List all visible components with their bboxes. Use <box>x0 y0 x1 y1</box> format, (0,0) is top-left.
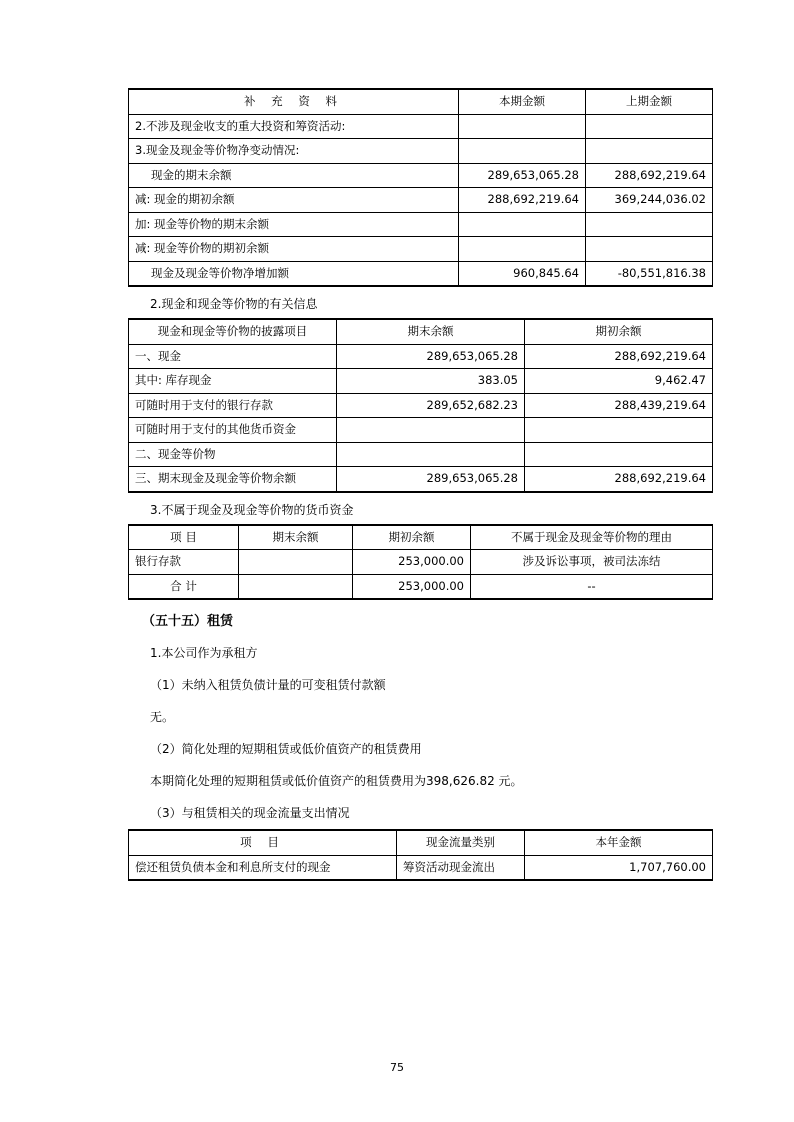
column-header-supplementary: 补 充 资 料 <box>129 89 459 114</box>
row-ending-value <box>239 574 353 599</box>
column-header-previous-period: 上期金额 <box>586 89 713 114</box>
lease-cashflow-table <box>128 829 713 881</box>
row-item: 偿还租赁负债本金和利息所支付的现金 <box>129 855 397 880</box>
column-header-year-amount: 本年金额 <box>525 830 713 855</box>
restricted-funds-table <box>128 524 713 601</box>
row-current-value <box>459 114 586 139</box>
row-reason: -- <box>471 574 713 599</box>
row-category: 筹资活动现金流出 <box>397 855 525 880</box>
row-previous-value <box>586 114 713 139</box>
row-item: 合 计 <box>129 574 239 599</box>
table-header-row <box>129 525 713 550</box>
table-header-row <box>129 830 713 855</box>
row-current-value: 289,653,065.28 <box>459 163 586 188</box>
cash-equivalents-table <box>128 318 713 493</box>
row-label: 减: 现金等价物的期初余额 <box>129 237 459 262</box>
row-current-value: 288,692,219.64 <box>459 188 586 213</box>
row-previous-value: -80,551,816.38 <box>586 261 713 286</box>
row-current-value: 960,845.64 <box>459 261 586 286</box>
row-label: 可随时用于支付的银行存款 <box>129 393 337 418</box>
table-row <box>129 369 713 394</box>
row-label: 三、期末现金及现金等价物余额 <box>129 467 337 492</box>
row-label: 二、现金等价物 <box>129 442 337 467</box>
caption-restricted-monetary-funds: 3.不属于现金及现金等价物的货币资金 <box>150 502 354 517</box>
row-label: 3.现金及现金等价物净变动情况: <box>129 139 459 164</box>
column-header-ending-balance: 期末余额 <box>239 525 353 550</box>
lease-line-1: 1.本公司作为承租方 <box>150 646 258 661</box>
column-header-disclosure-item: 现金和现金等价物的披露项目 <box>129 319 337 344</box>
row-current-value <box>459 212 586 237</box>
row-label: 加: 现金等价物的期末余额 <box>129 212 459 237</box>
column-header-item: 项 目 <box>129 830 397 855</box>
table-row <box>129 163 713 188</box>
table-row <box>129 212 713 237</box>
lease-line-6: （3）与租赁相关的现金流量支出情况 <box>150 806 350 821</box>
table-row <box>129 261 713 286</box>
lease-line-2: （1）未纳入租赁负债计量的可变租赁付款额 <box>150 678 386 693</box>
row-previous-value <box>586 212 713 237</box>
row-amount: 1,707,760.00 <box>525 855 713 880</box>
column-header-beginning-balance: 期初余额 <box>525 319 713 344</box>
table-row <box>129 114 713 139</box>
table-row <box>129 442 713 467</box>
row-beginning-value: 253,000.00 <box>353 550 471 575</box>
table-row <box>129 237 713 262</box>
table-header-row <box>129 89 713 114</box>
row-previous-value <box>586 139 713 164</box>
row-ending-value: 383.05 <box>337 369 525 394</box>
row-ending-value: 289,653,065.28 <box>337 467 525 492</box>
row-ending-value: 289,653,065.28 <box>337 344 525 369</box>
table-row <box>129 855 713 880</box>
row-beginning-value: 9,462.47 <box>525 369 713 394</box>
table-row <box>129 550 713 575</box>
row-ending-value <box>337 442 525 467</box>
caption-cash-equivalents-info: 2.现金和现金等价物的有关信息 <box>150 297 318 312</box>
table-row <box>129 139 713 164</box>
row-ending-value: 289,652,682.23 <box>337 393 525 418</box>
supplementary-info-table <box>128 88 713 287</box>
table-header-row <box>129 319 713 344</box>
row-label: 减: 现金的期初余额 <box>129 188 459 213</box>
column-header-cashflow-category: 现金流量类别 <box>397 830 525 855</box>
column-header-beginning-balance: 期初余额 <box>353 525 471 550</box>
column-header-ending-balance: 期末余额 <box>337 319 525 344</box>
cash-equivalents-table-wrap <box>128 318 712 493</box>
row-beginning-value: 253,000.00 <box>353 574 471 599</box>
column-header-reason: 不属于现金及现金等价物的理由 <box>471 525 713 550</box>
row-beginning-value: 288,439,219.64 <box>525 393 713 418</box>
row-label: 一、现金 <box>129 344 337 369</box>
row-previous-value: 369,244,036.02 <box>586 188 713 213</box>
table-row <box>129 574 713 599</box>
table-row <box>129 467 713 492</box>
row-previous-value <box>586 237 713 262</box>
table-row <box>129 344 713 369</box>
row-current-value <box>459 139 586 164</box>
section-title-lease: （五十五）租赁 <box>142 614 234 630</box>
page-number: 75 <box>390 1061 404 1074</box>
restricted-funds-table-wrap <box>128 524 712 601</box>
row-beginning-value: 288,692,219.64 <box>525 344 713 369</box>
lease-line-4: （2）简化处理的短期租赁或低价值资产的租赁费用 <box>150 742 422 757</box>
row-beginning-value <box>525 418 713 443</box>
lease-cashflow-table-wrap <box>128 829 712 881</box>
row-previous-value: 288,692,219.64 <box>586 163 713 188</box>
table-row <box>129 188 713 213</box>
table-row <box>129 393 713 418</box>
lease-line-3: 无。 <box>150 710 175 725</box>
supplementary-info-table-wrap <box>128 88 712 287</box>
table-row <box>129 418 713 443</box>
row-label: 现金的期末余额 <box>129 163 459 188</box>
row-label: 其中: 库存现金 <box>129 369 337 394</box>
row-beginning-value <box>525 442 713 467</box>
row-ending-value <box>239 550 353 575</box>
row-item: 银行存款 <box>129 550 239 575</box>
row-label: 2.不涉及现金收支的重大投资和筹资活动: <box>129 114 459 139</box>
column-header-item: 项 目 <box>129 525 239 550</box>
row-label: 可随时用于支付的其他货币资金 <box>129 418 337 443</box>
lease-line-5: 本期简化处理的短期租赁或低价值资产的租赁费用为398,626.82 元。 <box>150 774 523 789</box>
row-beginning-value: 288,692,219.64 <box>525 467 713 492</box>
row-ending-value <box>337 418 525 443</box>
row-label: 现金及现金等价物净增加额 <box>129 261 459 286</box>
column-header-current-period: 本期金额 <box>459 89 586 114</box>
row-reason: 涉及诉讼事项，被司法冻结 <box>471 550 713 575</box>
row-current-value <box>459 237 586 262</box>
